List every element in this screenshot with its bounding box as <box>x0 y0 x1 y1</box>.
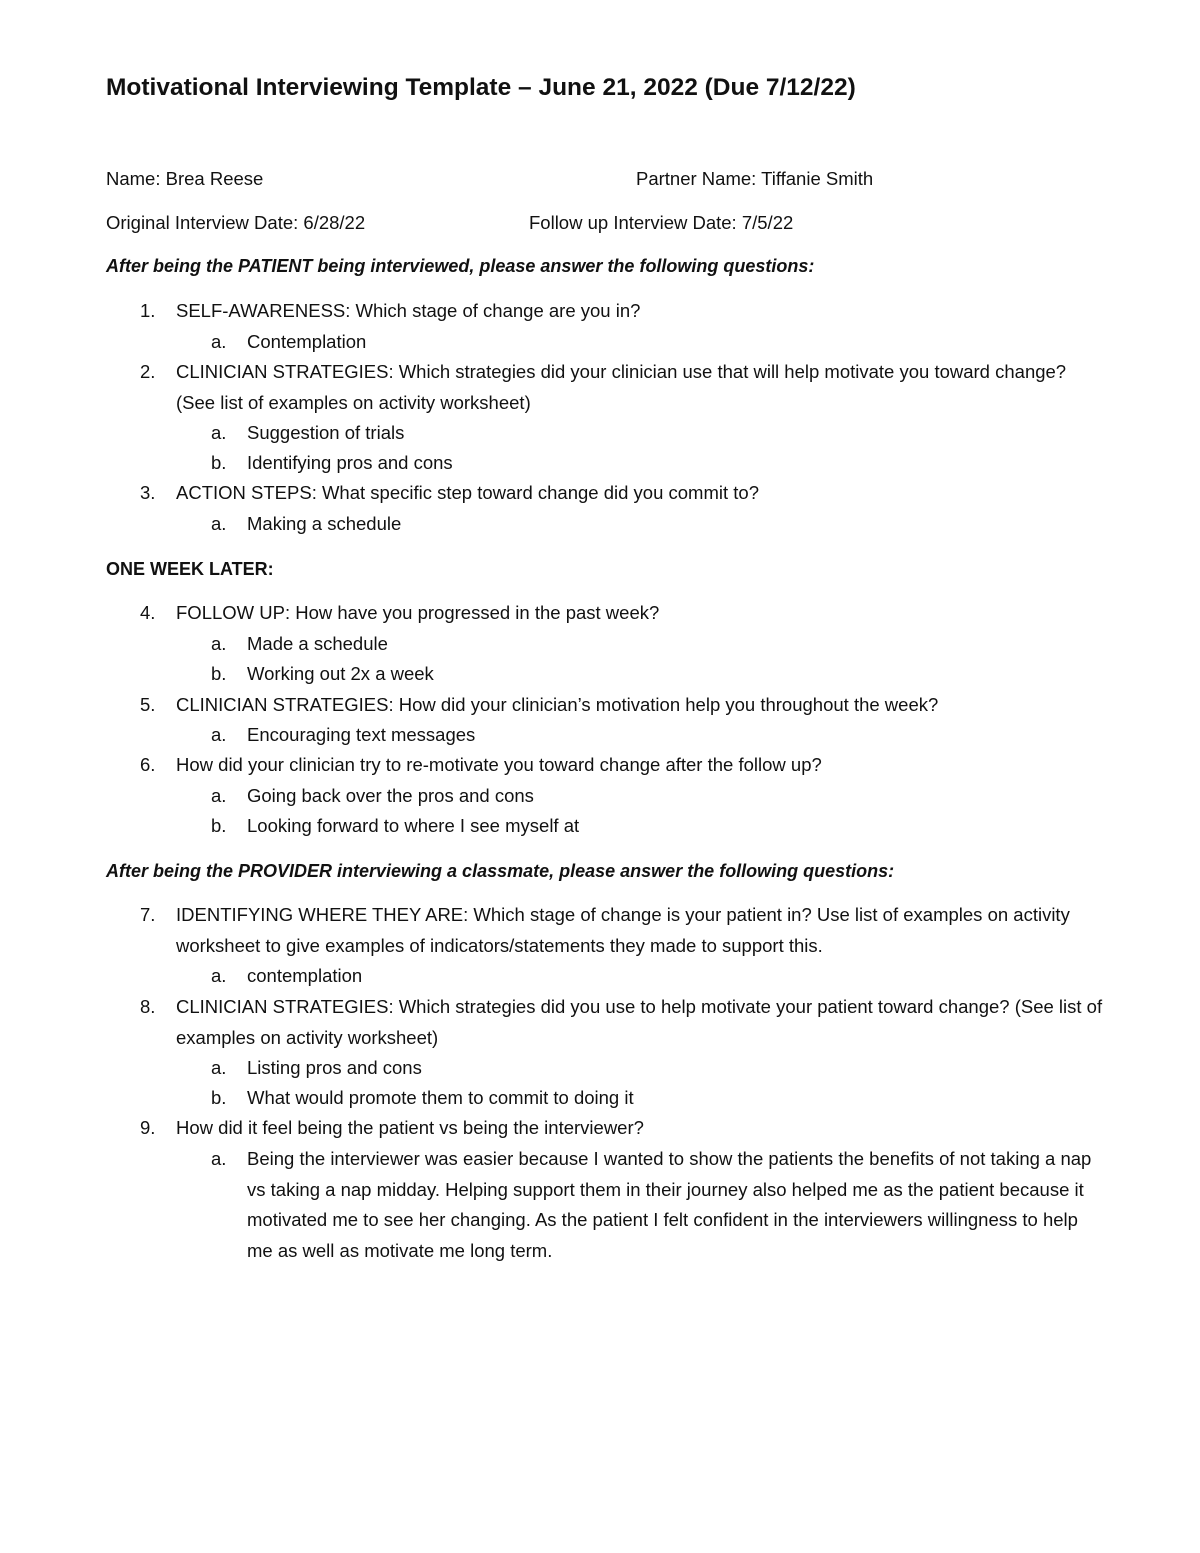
answer-item <box>106 509 1106 540</box>
original-interview-date-field: Original Interview Date: 6/28/22 <box>106 212 366 233</box>
provider-section-heading: After being the PROVIDER interviewing a classmate, please answer the following questions: <box>106 861 895 881</box>
answer-item <box>106 629 1106 660</box>
answer-item <box>106 811 1106 842</box>
name-field: Name: Brea Reese <box>106 168 264 189</box>
question-text: CLINICIAN STRATEGIES: How did your clinician’s motivation help you throughout the week? <box>176 694 939 715</box>
answer-item <box>106 448 1106 479</box>
answer-item <box>106 1053 1106 1084</box>
document-title: Motivational Interviewing Template – June 21, 2022 (Due 7/12/22) <box>106 74 856 101</box>
question-text: IDENTIFYING WHERE THEY ARE: Which stage of change is your patient in? Use list of examples on activity worksheet to give examples of indicators/statements they made to support this. <box>176 904 1070 956</box>
answer-text: Made a schedule <box>247 633 388 654</box>
answer-letter: a. <box>211 1057 227 1078</box>
answer-item <box>106 1144 1106 1266</box>
question-item <box>106 992 1106 1053</box>
answer-letter: a. <box>211 724 227 745</box>
answer-text: Identifying pros and cons <box>247 452 453 473</box>
question-number: 2. <box>140 361 156 382</box>
one-week-later-heading: ONE WEEK LATER: <box>106 559 274 579</box>
answer-letter: b. <box>211 452 227 473</box>
question-text: FOLLOW UP: How have you progressed in the past week? <box>176 602 660 623</box>
answer-letter: a. <box>211 331 227 352</box>
question-item <box>106 296 1106 327</box>
answer-letter: b. <box>211 1087 227 1108</box>
question-text: ACTION STEPS: What specific step toward change did you commit to? <box>176 482 759 503</box>
answer-text: Suggestion of trials <box>247 422 405 443</box>
answer-letter: a. <box>211 965 227 986</box>
answer-letter: a. <box>211 1148 227 1169</box>
question-item <box>106 478 1106 509</box>
answer-text: contemplation <box>247 965 363 986</box>
question-text: CLINICIAN STRATEGIES: Which strategies did you use to help motivate your patient toward change? (See list of examples on activity worksheet) <box>176 996 1103 1048</box>
question-number: 7. <box>140 904 156 925</box>
question-item <box>106 900 1106 961</box>
answer-text: Working out 2x a week <box>247 663 434 684</box>
answer-letter: a. <box>211 633 227 654</box>
question-item <box>106 598 1106 629</box>
question-number: 4. <box>140 602 156 623</box>
question-item <box>106 357 1106 418</box>
answer-item <box>106 418 1106 449</box>
answer-text: Making a schedule <box>247 513 402 534</box>
answer-text: Listing pros and cons <box>247 1057 422 1078</box>
question-number: 9. <box>140 1117 156 1138</box>
answer-text: Looking forward to where I see myself at <box>247 815 580 836</box>
answer-letter: a. <box>211 422 227 443</box>
follow-up-interview-date-field: Follow up Interview Date: 7/5/22 <box>529 212 794 233</box>
question-number: 3. <box>140 482 156 503</box>
question-text: CLINICIAN STRATEGIES: Which strategies did your clinician use that will help motivate you toward change? (See list of examples on activity worksheet) <box>176 361 1067 413</box>
answer-item <box>106 720 1106 751</box>
question-number: 5. <box>140 694 156 715</box>
answer-item <box>106 781 1106 812</box>
patient-section-heading: After being the PATIENT being interviewed, please answer the following questions: <box>106 256 815 276</box>
answer-item <box>106 1083 1106 1114</box>
partner-name-field: Partner Name: Tiffanie Smith <box>636 168 874 189</box>
answer-text: Being the interviewer was easier because I wanted to show the patients the benefits of not taking a nap vs taking a nap midday. Helping support them in their journey also helped me as the patient because it motivated me to see her changing. As the patient I felt confident in the interviewers willingness to help me as well as motivate me long term. <box>247 1148 1092 1261</box>
answer-letter: a. <box>211 513 227 534</box>
question-item <box>106 690 1106 721</box>
question-text: How did your clinician try to re-motivate you toward change after the follow up? <box>176 754 822 775</box>
question-number: 1. <box>140 300 156 321</box>
answer-text: What would promote them to commit to doing it <box>247 1087 634 1108</box>
question-text: SELF-AWARENESS: Which stage of change are you in? <box>176 300 641 321</box>
question-item <box>106 1113 1106 1144</box>
question-number: 6. <box>140 754 156 775</box>
answer-item <box>106 659 1106 690</box>
answer-letter: b. <box>211 663 227 684</box>
question-item <box>106 750 1106 781</box>
answer-text: Going back over the pros and cons <box>247 785 534 806</box>
question-number: 8. <box>140 996 156 1017</box>
answer-letter: a. <box>211 785 227 806</box>
answer-text: Contemplation <box>247 331 367 352</box>
answer-item <box>106 961 1106 992</box>
answer-letter: b. <box>211 815 227 836</box>
question-text: How did it feel being the patient vs being the interviewer? <box>176 1117 644 1138</box>
answer-item <box>106 327 1106 358</box>
answer-text: Encouraging text messages <box>247 724 476 745</box>
